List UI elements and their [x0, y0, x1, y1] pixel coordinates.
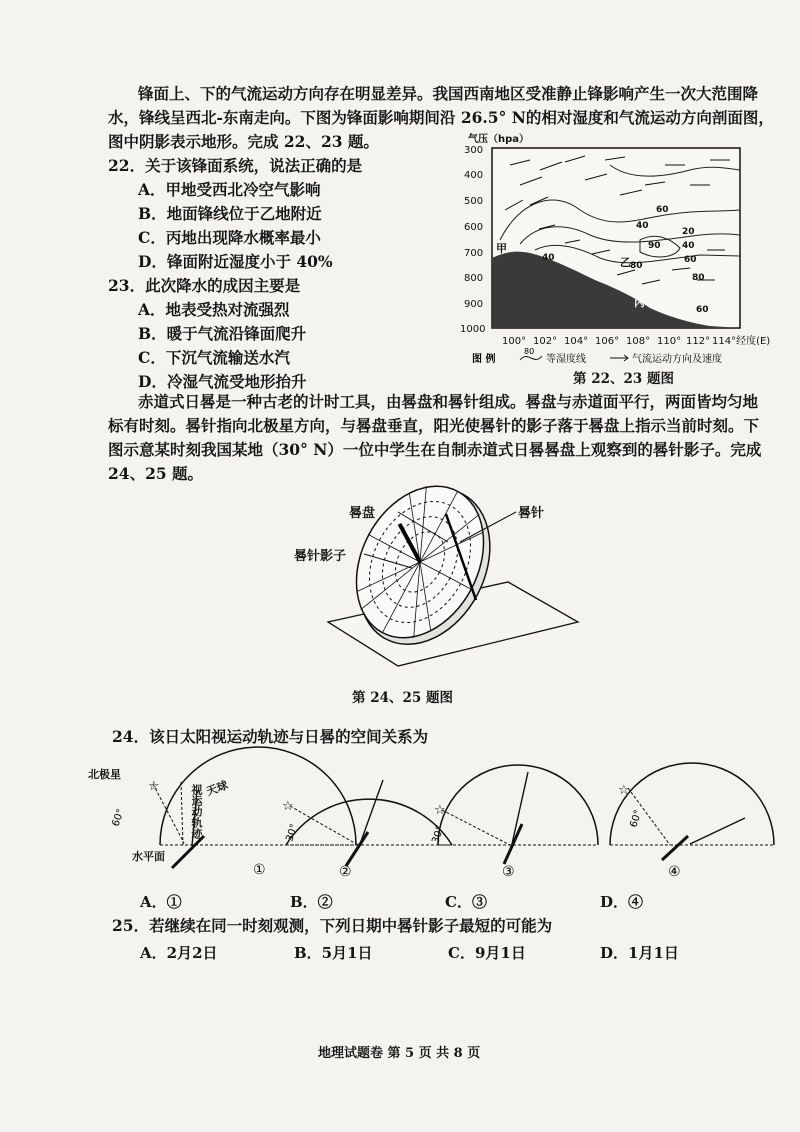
place-label-jia: 甲	[496, 242, 507, 255]
passage1-line-1: 锋面上、下的气流运动方向存在明显差异。我国西南地区受准静止锋影响产生一次大范围降	[138, 84, 759, 103]
humidity-label: 80	[692, 273, 705, 283]
label-polaris: 北极星	[88, 768, 121, 781]
humidity-label: 90	[648, 241, 661, 251]
passage1-line-3: 图中阴影表示地形。完成 22、23 题。	[108, 132, 379, 151]
angle-label: 60°	[110, 807, 127, 829]
passage2-line-4: 24、25 题。	[108, 464, 204, 483]
q24-diagrams	[80, 760, 780, 890]
q23-stem: 23．此次降水的成因主要是	[108, 276, 301, 295]
polaris-star-icon: ☆	[148, 779, 160, 794]
q24-option-a[interactable]: A．①	[140, 893, 182, 911]
diagram-number: ③	[502, 864, 515, 880]
q25-stem: 25．若继续在同一时刻观测，下列日期中晷针影子最短的可能为	[112, 916, 553, 935]
ytick: 600	[464, 222, 484, 233]
label-horizon: 水平面	[132, 850, 165, 863]
passage1-line-2: 水，锋线呈西北-东南走向。下图为锋面影响期间沿 26.5° N的相对湿度和气流运动方向剖面图，	[108, 108, 774, 127]
q23-option-b[interactable]: B．暖于气流沿锋面爬升	[138, 324, 307, 343]
q25-option-d[interactable]: D．1月1日	[600, 944, 679, 962]
polaris-star-icon: ☆	[618, 783, 630, 798]
figure1-ylabel: 气压（hpa）	[468, 134, 530, 145]
label-sky: 天球	[204, 778, 230, 799]
diagram-4	[610, 763, 774, 880]
humidity-label: 60	[656, 205, 669, 215]
diagram-3	[430, 765, 598, 880]
label-shadow: 晷针影子	[294, 549, 347, 564]
figure2-caption: 第 24、25 题图	[352, 690, 453, 706]
figure1-cross-section	[460, 140, 771, 380]
diagram-number: ②	[339, 864, 352, 880]
q24-option-d[interactable]: D．④	[600, 893, 644, 911]
xtick: 112°	[686, 336, 711, 347]
humidity-label: 40	[542, 253, 555, 263]
passage2-line-3: 图示意某时刻我国某地（30° N）一位中学生在自制赤道式日晷晷盘上观察到的晷针影子。完成	[108, 440, 762, 459]
polaris-star-icon: ☆	[434, 803, 446, 818]
xtick: 104°	[564, 336, 589, 347]
q22-option-b[interactable]: B．地面锋线位于乙地附近	[138, 204, 322, 223]
figure1-caption: 第 22、23 题图	[573, 371, 674, 387]
angle-label: 60°	[628, 808, 645, 829]
diagram-2	[282, 780, 452, 880]
xtick: 110°	[657, 336, 682, 347]
label-track: 视运动轨迹	[190, 784, 203, 839]
angle-label: 30°	[430, 824, 447, 845]
ytick: 800	[464, 273, 484, 284]
humidity-label: 60	[684, 255, 697, 265]
q25-option-c[interactable]: C．9月1日	[448, 944, 526, 962]
xtick: 100°	[502, 336, 527, 347]
humidity-label: 20	[682, 227, 695, 237]
q25-option-b[interactable]: B．5月1日	[294, 944, 373, 962]
polaris-star-icon: ☆	[282, 799, 294, 814]
place-label-bing: 丙	[634, 296, 645, 309]
q23-option-d[interactable]: D．冷湿气流受地形抬升	[138, 372, 307, 391]
ytick: 1000	[460, 324, 486, 335]
xtick: 114°经度(E)	[712, 336, 771, 347]
angle-label: 30°	[284, 822, 301, 843]
legend-arrow-symbol	[610, 355, 628, 361]
q24-option-c[interactable]: C．③	[445, 893, 487, 911]
humidity-label: 60	[696, 305, 709, 315]
q25-option-a[interactable]: A．2月2日	[140, 944, 218, 962]
page-footer: 地理试题卷 第 5 页 共 8 页	[318, 1046, 481, 1061]
ytick: 400	[464, 170, 484, 181]
humidity-label: 40	[682, 241, 695, 251]
q24-stem: 24．该日太阳视运动轨迹与日晷的空间关系为	[112, 727, 429, 746]
ytick: 500	[464, 196, 484, 207]
xtick: 108°	[626, 336, 651, 347]
ytick: 900	[464, 299, 484, 310]
q23-option-c[interactable]: C．下沉气流输送水汽	[138, 348, 290, 367]
q24-option-b[interactable]: B．②	[290, 893, 333, 911]
ytick: 300	[464, 145, 484, 156]
label-disc: 晷盘	[349, 506, 376, 521]
q22-stem: 22．关于该锋面系统，说法正确的是	[108, 156, 363, 175]
legend-arrow-label: 气流运动方向及速度	[632, 354, 722, 365]
humidity-label: 80	[630, 261, 643, 271]
diagram-number: ①	[253, 862, 266, 878]
passage2-line-2: 标有时刻。晷针指向北极星方向，与晷盘垂直，阳光使晷针的影子落于晷盘上指示当前时刻。下	[108, 416, 760, 435]
xtick: 102°	[533, 336, 558, 347]
humidity-label: 40	[636, 221, 649, 231]
q22-option-a[interactable]: A．甲地受西北冷空气影响	[138, 180, 321, 199]
legend-isoline-label: 等湿度线	[546, 354, 586, 365]
label-needle: 晷针	[518, 506, 545, 521]
diagram-number: ④	[668, 864, 681, 880]
xtick: 106°	[595, 336, 620, 347]
place-label-yi: 乙	[620, 256, 631, 269]
legend-prefix: 图 例	[472, 354, 496, 365]
legend-isoline-value: 80	[524, 347, 535, 356]
q23-option-a[interactable]: A．地表受热对流强烈	[138, 300, 290, 319]
figure2-sundial	[280, 480, 600, 680]
passage2-line-1: 赤道式日晷是一种古老的计时工具，由晷盘和晷针组成。晷盘与赤道面平行，两面皆均匀地	[138, 392, 759, 411]
q22-option-d[interactable]: D．锋面附近湿度小于 40%	[138, 252, 333, 271]
ytick: 700	[464, 248, 484, 259]
q22-option-c[interactable]: C．丙地出现降水概率最小	[138, 228, 321, 247]
legend-isoline-symbol	[520, 356, 542, 360]
